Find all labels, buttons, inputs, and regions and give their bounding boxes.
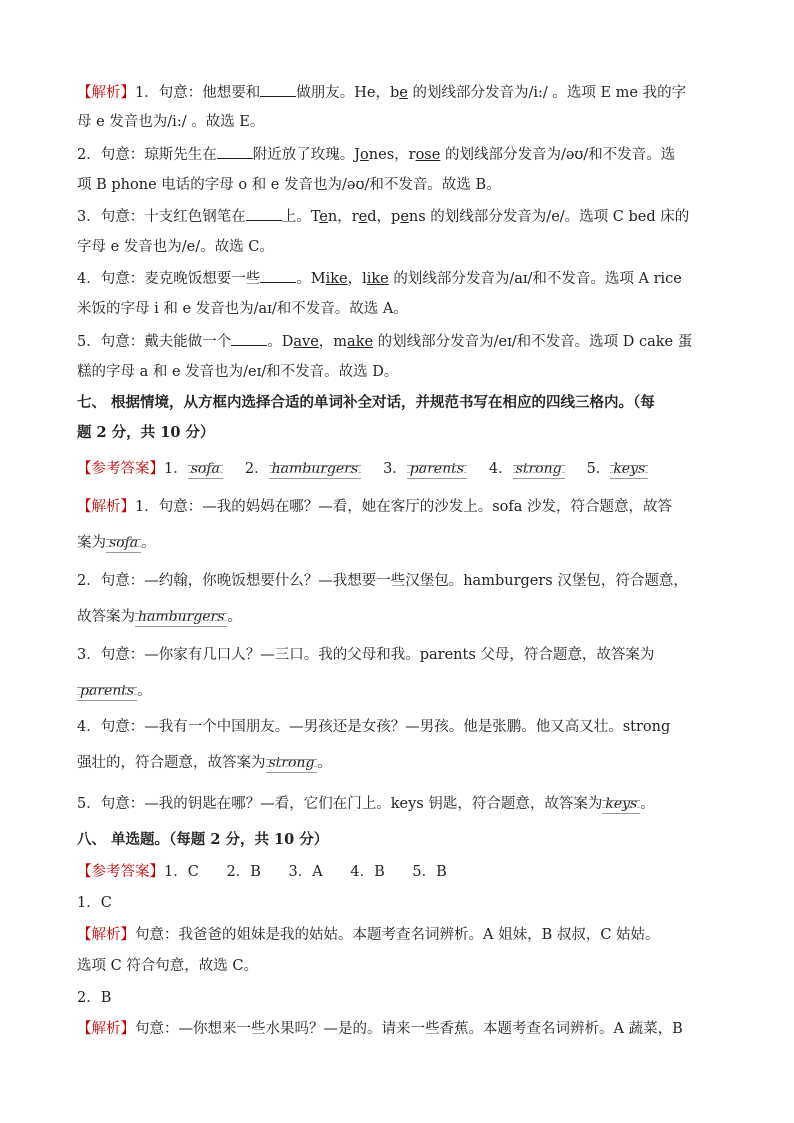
section-8-answers: 【参考答案】1．C 2．B 3．A 4．B 5．B <box>77 864 447 880</box>
s6-line-10: 糕的字母 a 和 e 发音也为/eɪ/和不发音。故选 D。 <box>77 364 399 380</box>
s7-explain-1: 【解析】1．句意：—我的妈妈在哪？—看，她在客厅的沙发上。sofa 沙发，符合题意，故答 <box>77 499 673 515</box>
section-7-answers: 【参考答案】1． sofa 2． hamburgers 3． parents 4． strong 5． keys <box>77 459 648 479</box>
handwriting-answer: strong <box>513 462 565 476</box>
s8-q2-explain: 【解析】句意：—你想来一些水果吗？—是的。请来一些香蕉。本题考查名词辨析。A 蔬菜，B <box>77 1021 683 1037</box>
section-7-heading-cont: 题 2 分，共 10 分） <box>77 424 215 441</box>
s8-q2-label: 2．B <box>77 990 112 1006</box>
s7-explain-3-cont: parents 。 <box>77 681 152 701</box>
handwriting-answer: sofa <box>188 462 223 476</box>
cankao-tag: 【参考答案】 <box>77 461 164 477</box>
answer-blank <box>260 82 296 97</box>
s6-line-8: 米饭的字母 i 和 e 发音也为/aɪ/和不发音。故选 A。 <box>77 301 408 317</box>
s6-line-1: 【解析】1．句意：他想要和 做朋友。He，be 的划线部分发音为/i:/ 。选项 E me 我的字 <box>77 82 686 103</box>
s6-line-2: 母 e 发音也为/i:/ 。故选 E。 <box>77 114 265 130</box>
s7-explain-4: 4．句意：—我有一个中国朋友。—男孩还是女孩？—男孩。他是张鹏。他又高又壮。strong <box>77 719 671 735</box>
s6-line-5: 3．句意：十支红色钢笔在 上。Ten，red，pens 的划线部分发音为/e/。选项 C bed 床的 <box>77 206 689 227</box>
jiexi-tag: 【解析】 <box>77 85 135 101</box>
s7-explain-4-cont: 强壮的，符合题意，故答案为 strong 。 <box>77 755 332 771</box>
handwriting-answer: sofa <box>106 536 141 550</box>
s7-explain-2: 2．句意：—约翰，你晚饭想要什么？—我想要一些汉堡包。hamburgers 汉堡包，符合题意， <box>77 573 688 589</box>
handwriting-answer: strong <box>266 756 318 770</box>
handwriting-answer: parents <box>77 684 137 698</box>
s6-line-4: 项 B phone 电话的字母 o 和 e 发音也为/əʊ/和不发音。故选 B。 <box>77 177 501 193</box>
s6-line-3: 2．句意：琼斯先生在 附近放了玫瑰。Jones，rose 的划线部分发音为/əʊ/和不发音。选 <box>77 144 675 165</box>
answer-blank <box>246 206 282 221</box>
handwriting-answer: parents <box>407 462 467 476</box>
answer-blank <box>217 144 253 159</box>
s6-line-9: 5．句意：戴夫能做一个 。Dave，make 的划线部分发音为/eɪ/和不发音。选项 D cake 蛋 <box>77 331 692 352</box>
s6-line-6: 字母 e 发音也为/e/。故选 C。 <box>77 239 274 255</box>
handwriting-answer: hamburgers <box>135 610 227 624</box>
section-8-heading: 八、 单选题。（每题 2 分，共 10 分） <box>77 831 329 848</box>
s8-q1-label: 1．C <box>77 895 112 911</box>
section-7-heading: 七、 根据情境，从方框内选择合适的单词补全对话，并规范书写在相应的四线三格内。（每 <box>77 394 655 411</box>
s6-line-7: 4．句意：麦克晚饭想要一些 。Mike，like 的划线部分发音为/aɪ/和不发音。选项 A rice <box>77 268 682 289</box>
answer-blank <box>260 268 296 283</box>
s7-explain-2-cont: 故答案为 hamburgers 。 <box>77 609 242 625</box>
handwriting-answer: hamburgers <box>269 462 361 476</box>
s8-q1-explain: 【解析】句意：我爸爸的姐妹是我的姑姑。本题考查名词辨析。A 姐妹，B 叔叔，C 姑姑。 <box>77 927 660 943</box>
handwriting-answer: keys <box>602 797 640 811</box>
s8-q1-explain-cont: 选项 C 符合句意，故选 C。 <box>77 958 259 974</box>
s7-explain-5: 5．句意：—我的钥匙在哪？—看，它们在门上。keys 钥匙，符合题意，故答案为 keys 。 <box>77 796 655 812</box>
handwriting-answer: keys <box>610 462 648 476</box>
s7-explain-1-cont: 案为 sofa 。 <box>77 535 156 551</box>
answer-blank <box>231 331 267 346</box>
s7-explain-3: 3．句意：—你家有几口人？—三口。我的父母和我。parents 父母，符合题意，故答案为 <box>77 647 655 663</box>
